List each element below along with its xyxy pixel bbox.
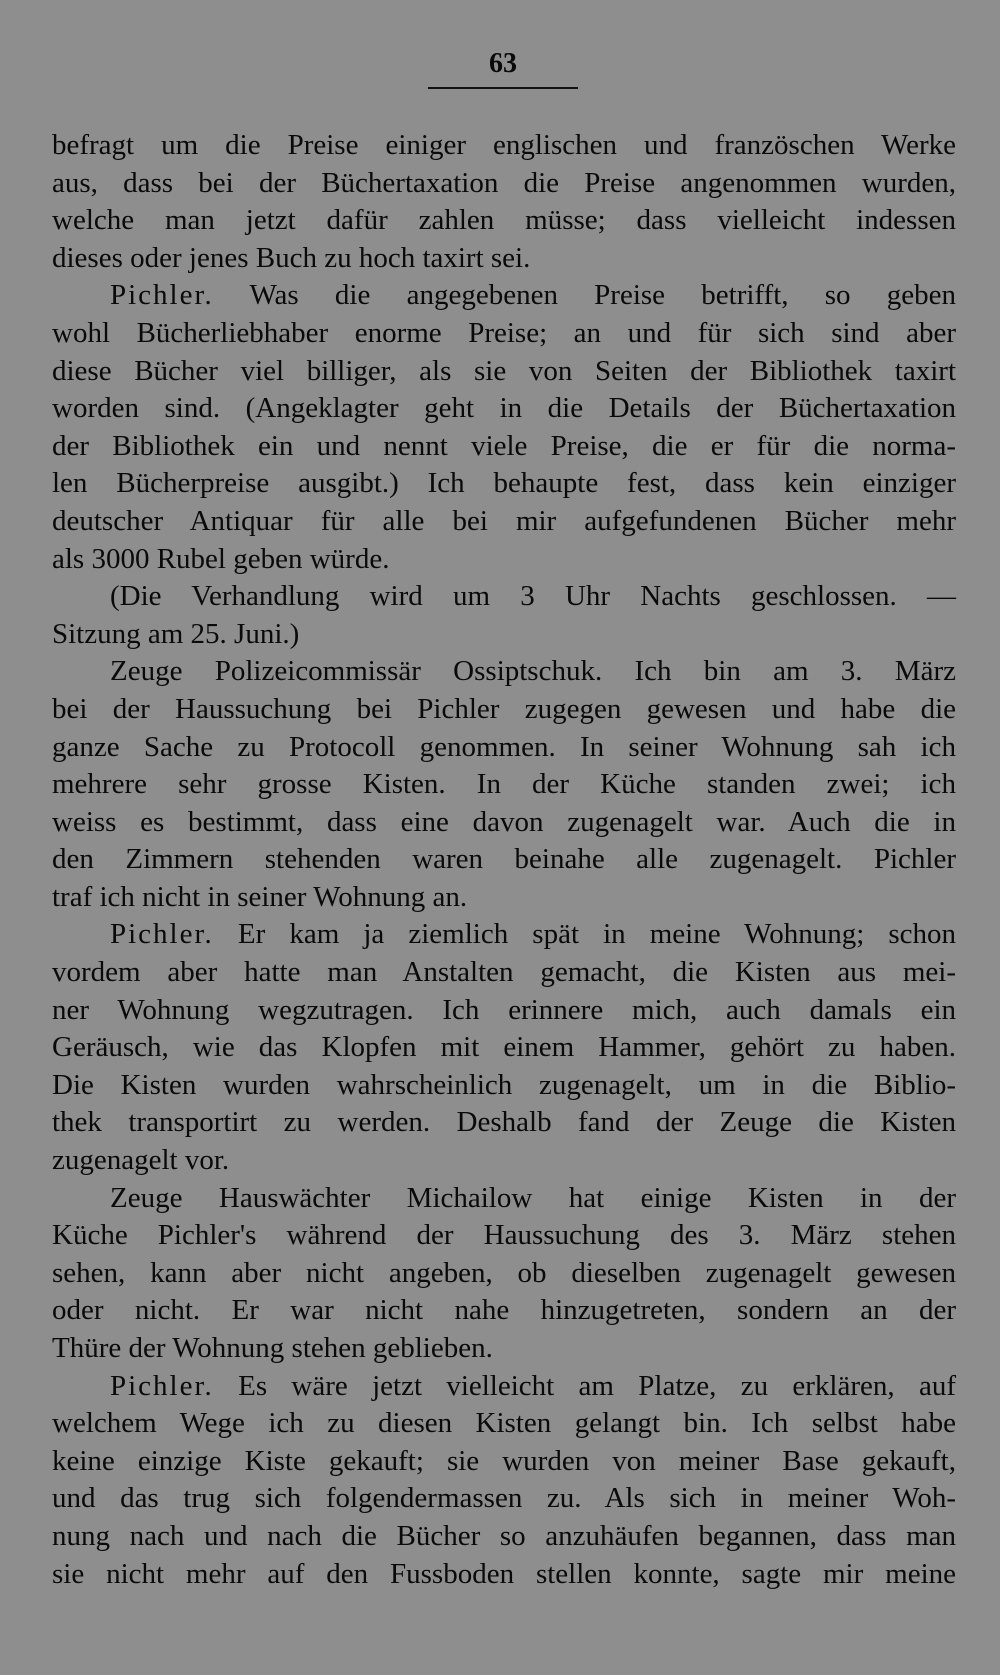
text-line (52, 1292, 956, 1330)
line-text: als 3000 Rubel geben würde. (52, 542, 390, 575)
line-text: Zeuge Polizeicommissär Ossiptschuk. Ich bin am 3. März (110, 655, 956, 688)
line-text: deutscher Antiquar für alle bei mir aufgefundenen Bücher mehr (52, 504, 956, 537)
line-text: mehrere sehr grosse Kisten. In der Küche standen zwei; ich (52, 768, 956, 801)
speaker-name: Pichler. (110, 279, 214, 312)
line-text: Die Kisten wurden wahrscheinlich zugenagelt, um in die Biblio- (52, 1068, 956, 1101)
line-text: Er kam ja ziemlich spät in meine Wohnung; schon (213, 918, 956, 951)
line-text: (Die Verhandlung wird um 3 Uhr Nachts geschlossen. — (110, 580, 956, 613)
line-text: Was die angegebenen Preise betrifft, so geben (213, 279, 956, 312)
text-line (52, 277, 956, 315)
text-line (52, 578, 956, 616)
text-line (52, 1443, 956, 1481)
text-line (52, 165, 956, 203)
text-line (52, 691, 956, 729)
line-text: aus, dass bei der Büchertaxation die Preise angenommen wurden, (52, 166, 956, 199)
text-line (52, 1518, 956, 1556)
line-text: vordem aber hatte man Anstalten gemacht, die Kisten aus mei- (52, 956, 956, 989)
text-line (52, 841, 956, 879)
text-line (52, 1480, 956, 1518)
line-text: oder nicht. Er war nicht nahe hinzugetreten, sondern an der (52, 1294, 956, 1327)
text-line (52, 804, 956, 842)
line-text: Geräusch, wie das Klopfen mit einem Hammer, gehört zu haben. (52, 1031, 956, 1064)
text-line (52, 1405, 956, 1443)
text-line (52, 1067, 956, 1105)
text-line (52, 1255, 956, 1293)
line-text: zugenagelt vor. (52, 1144, 230, 1177)
line-text: Zeuge Hauswächter Michailow hat einige Kisten in der (110, 1181, 956, 1214)
page-number-rule (428, 87, 578, 89)
line-text: welche man jetzt dafür zahlen müsse; dass vielleicht indessen (52, 204, 956, 237)
line-text: den Zimmern stehenden waren beinahe alle zugenagelt. Pichler (52, 843, 956, 876)
line-text: Es wäre jetzt vielleicht am Platze, zu erklären, auf (213, 1369, 956, 1402)
line-text: wohl Bücherliebhaber enorme Preise; an und für sich sind aber (52, 316, 956, 349)
text-line (52, 729, 956, 767)
line-text: und das trug sich folgendermassen zu. Als sich in meiner Woh- (52, 1482, 956, 1515)
line-text: thek transportirt zu werden. Deshalb fand der Zeuge die Kisten (52, 1106, 956, 1139)
line-text: Thüre der Wohnung stehen geblieben. (52, 1332, 493, 1364)
speaker-name: Pichler. (110, 1369, 214, 1402)
text-line (52, 916, 956, 954)
text-line (52, 1142, 956, 1180)
line-text: Küche Pichler's während der Haussuchung des 3. März stehen (52, 1219, 956, 1252)
text-line (52, 390, 956, 428)
text-line (52, 616, 956, 654)
text-line (52, 954, 956, 992)
line-text: der Bibliothek ein und nennt viele Preise, die er für die norma- (52, 429, 956, 462)
line-text: dieses oder jenes Buch zu hoch taxirt sei. (52, 241, 531, 274)
text-line (52, 428, 956, 466)
line-text: keine einzige Kiste gekauft; sie wurden von meiner Base gekauft, (52, 1444, 956, 1477)
text-line (52, 127, 956, 165)
text-line (52, 353, 956, 391)
line-text: ganze Sache zu Protocoll genommen. In seiner Wohnung sah ich (52, 730, 956, 763)
line-text: befragt um die Preise einiger englischen und französchen Werke (52, 129, 956, 161)
text-line (52, 315, 956, 353)
text-line (52, 503, 956, 541)
line-text: diese Bücher viel billiger, als sie von Seiten der Bibliothek taxirt (52, 354, 956, 387)
text-line (52, 1368, 956, 1406)
line-text: ner Wohnung wegzutragen. Ich erinnere mich, auch damals ein (52, 993, 956, 1026)
line-text: weiss es bestimmt, dass eine davon zugenagelt war. Auch die in (52, 805, 956, 838)
page-number: 63 (489, 48, 517, 79)
line-text: len Bücherpreise ausgibt.) Ich behaupte fest, dass kein einziger (52, 467, 956, 500)
line-text: welchem Wege ich zu diesen Kisten gelangt bin. Ich selbst habe (52, 1407, 956, 1440)
line-text: Sitzung am 25. Juni.) (52, 617, 300, 650)
text-line (52, 653, 956, 691)
speaker-name: Pichler. (110, 918, 214, 951)
text-line (52, 879, 956, 917)
text-line (52, 1217, 956, 1255)
text-line (52, 992, 956, 1030)
text-line (52, 1029, 956, 1067)
text-line (52, 1330, 956, 1368)
line-text: worden sind. (Angeklagter geht in die Details der Büchertaxation (52, 392, 956, 425)
line-text: traf ich nicht in seiner Wohnung an. (52, 880, 468, 913)
text-line (52, 541, 956, 579)
text-line (52, 1104, 956, 1142)
text-line (52, 465, 956, 503)
line-text: nung nach und nach die Bücher so anzuhäufen begannen, dass man (52, 1519, 956, 1552)
text-line (52, 766, 956, 804)
text-line (52, 1556, 956, 1594)
line-text: sie nicht mehr auf den Fussboden stellen konnte, sagte mir meine (52, 1557, 956, 1590)
line-text: sehen, kann aber nicht angeben, ob dieselben zugenagelt gewesen (52, 1256, 956, 1289)
body-text (52, 127, 956, 1593)
text-line (52, 1180, 956, 1218)
line-text: bei der Haussuchung bei Pichler zugegen gewesen und habe die (52, 692, 956, 725)
text-line (52, 240, 956, 278)
text-line (52, 202, 956, 240)
